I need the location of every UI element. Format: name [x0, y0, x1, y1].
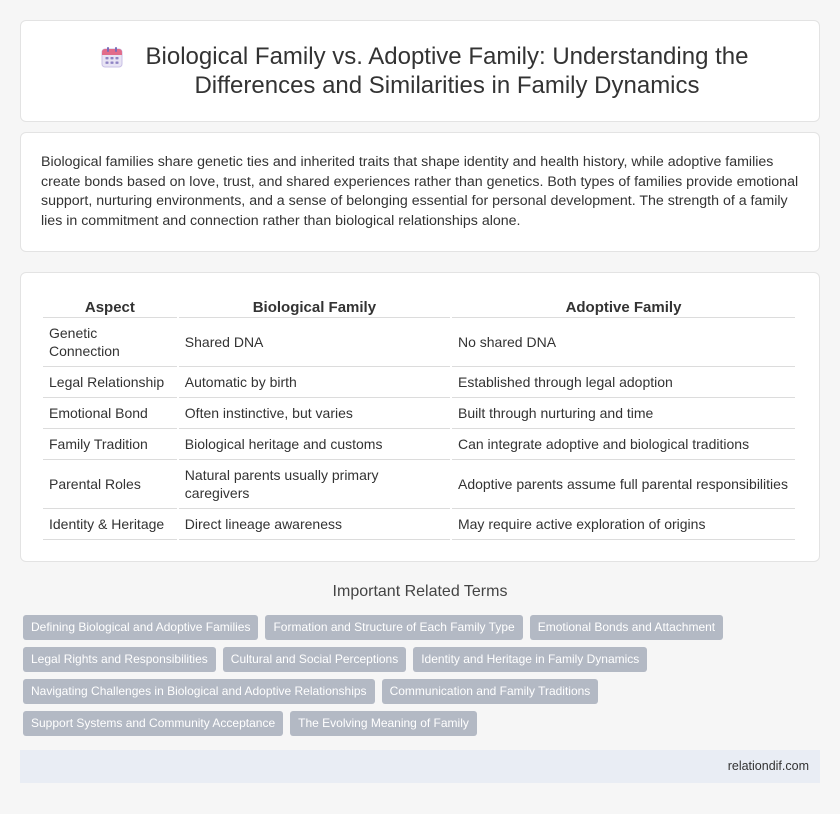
tag-link[interactable]: Support Systems and Community Acceptance — [23, 711, 283, 736]
tag-link[interactable]: Communication and Family Traditions — [382, 679, 599, 704]
related-terms-tags — [23, 615, 823, 743]
table-row — [43, 429, 795, 460]
cell-biological: Often instinctive, but varies — [179, 398, 450, 429]
cell-adoptive: Built through nurturing and time — [452, 398, 795, 429]
intro-card — [20, 132, 820, 252]
tag-row — [23, 647, 823, 673]
table-row — [43, 460, 795, 509]
table-row — [43, 367, 795, 398]
calendar-icon — [101, 46, 123, 68]
table-row — [43, 509, 795, 540]
comparison-card — [20, 272, 820, 562]
page-title: Biological Family vs. Adoptive Family: Understanding the Differences and Similarities in Family Dynamics — [145, 43, 749, 99]
cell-adoptive: May require active exploration of origins — [452, 509, 795, 540]
tag-row — [23, 711, 823, 737]
cell-biological: Natural parents usually primary caregivers — [179, 460, 450, 509]
comparison-table — [41, 295, 797, 540]
tag-row — [23, 615, 823, 641]
cell-adoptive: Established through legal adoption — [452, 367, 795, 398]
intro-paragraph: Biological families share genetic ties and inherited traits that shape identity and health history, while adoptive families create bonds based on love, trust, and shared experiences rather than genetics. Both types of families provide emotional support, nurturing environments, and a sense of belonging essential for personal development. The strength of a family lies in commitment and connection rather than biological relationships alone. — [41, 154, 799, 229]
tag-row — [23, 679, 823, 705]
tag-link[interactable]: Identity and Heritage in Family Dynamics — [413, 647, 647, 672]
table-row — [43, 398, 795, 429]
cell-aspect: Family Tradition — [43, 429, 177, 460]
cell-biological: Direct lineage awareness — [179, 509, 450, 540]
cell-adoptive: No shared DNA — [452, 318, 795, 367]
cell-biological: Biological heritage and customs — [179, 429, 450, 460]
tag-link[interactable]: Emotional Bonds and Attachment — [530, 615, 723, 640]
cell-aspect: Emotional Bond — [43, 398, 177, 429]
cell-aspect: Parental Roles — [43, 460, 177, 509]
tag-link[interactable]: Legal Rights and Responsibilities — [23, 647, 216, 672]
table-row — [43, 318, 795, 367]
cell-aspect: Identity & Heritage — [43, 509, 177, 540]
cell-aspect: Genetic Connection — [43, 318, 177, 367]
cell-aspect: Legal Relationship — [43, 367, 177, 398]
tag-link[interactable]: Formation and Structure of Each Family Type — [265, 615, 522, 640]
tag-link[interactable]: Defining Biological and Adoptive Families — [23, 615, 258, 640]
tag-link[interactable]: Cultural and Social Perceptions — [223, 647, 406, 672]
footer-site-link[interactable]: relationdif.com — [727, 759, 809, 773]
table-header-row — [43, 295, 795, 318]
related-terms-title: Important Related Terms — [332, 583, 508, 600]
header-card — [20, 20, 820, 122]
cell-biological: Shared DNA — [179, 318, 450, 367]
cell-adoptive: Adoptive parents assume full parental responsibilities — [452, 460, 795, 509]
header-biological: Biological Family — [179, 295, 450, 318]
cell-adoptive: Can integrate adoptive and biological traditions — [452, 429, 795, 460]
tag-link[interactable]: Navigating Challenges in Biological and Adoptive Relationships — [23, 679, 375, 704]
cell-biological: Automatic by birth — [179, 367, 450, 398]
header-adoptive: Adoptive Family — [452, 295, 795, 318]
tag-link[interactable]: The Evolving Meaning of Family — [290, 711, 477, 736]
header-aspect: Aspect — [43, 295, 177, 318]
footer — [20, 750, 820, 783]
